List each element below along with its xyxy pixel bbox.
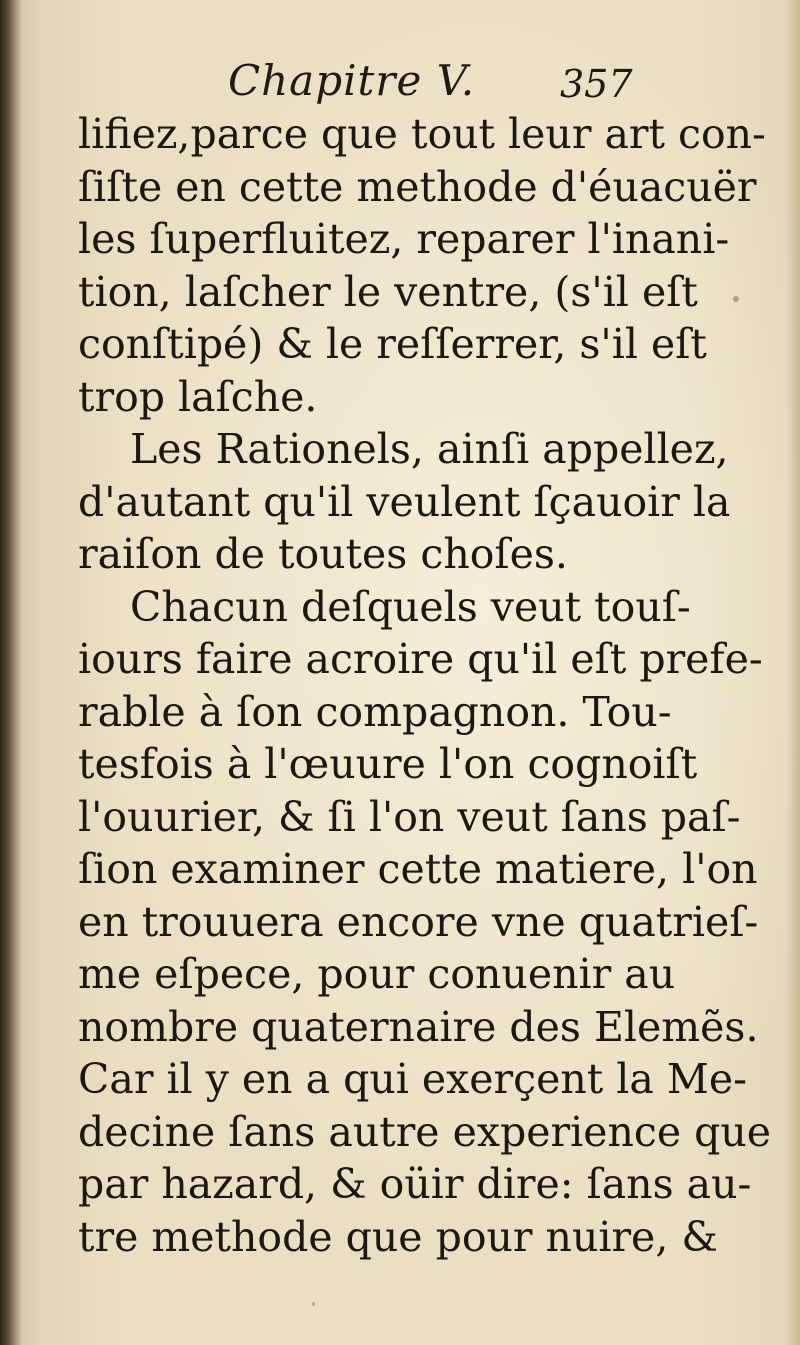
- page-number: 357: [560, 62, 633, 106]
- text-line: par hazard, & oüir dire: ſans au-: [78, 1160, 752, 1208]
- text-line: decine ſans autre experience que: [78, 1107, 772, 1156]
- body-text: [78, 108, 772, 1263]
- text-line: en trouuera encore vne quatrieſ-: [78, 897, 759, 946]
- text-line: ſion examiner cette matiere, l'on: [78, 845, 758, 893]
- page-header: [0, 48, 800, 108]
- text-line: Chacun deſquels veut touſ-: [130, 582, 691, 631]
- paper-speck: [733, 296, 739, 302]
- text-line: Les Rationels, ainſi appellez,: [130, 425, 729, 473]
- text-line: l'ouurier, & ſi l'on veut ſans paſ-: [78, 792, 741, 841]
- text-line: nombre quaternaire des Elemẽs.: [78, 1002, 759, 1051]
- text-line: les ſuperfluitez, reparer l'inani-: [78, 215, 730, 263]
- text-line: rable à ſon compagnon. Tou-: [78, 687, 672, 736]
- book-binding-shadow: [0, 0, 22, 1345]
- text-line: tre methode que pour nuire, &: [78, 1212, 718, 1261]
- text-line: tion, laſcher le ventre, (s'il eſt: [78, 267, 698, 316]
- page-edge: [786, 0, 800, 1345]
- text-line: d'autant qu'il veulent ſçauoir la: [78, 477, 731, 526]
- text-line: tesfois à l'œuure l'on cognoiſt: [78, 740, 698, 788]
- text-line: iours faire acroire qu'il eſt prefe-: [78, 635, 763, 683]
- paper-speck: [312, 1302, 315, 1306]
- text-line: ſiſte en cette methode d'éuacuër: [78, 162, 757, 211]
- text-line: me eſpece, pour conuenir au: [78, 950, 676, 998]
- text-line: raiſon de toutes choſes.: [78, 530, 568, 578]
- running-title: Chapitre V.: [228, 56, 476, 105]
- text-line: trop laſche.: [78, 372, 318, 421]
- text-line: Car il y en a qui exerçent la Me-: [78, 1055, 747, 1103]
- text-line: lifiez,parce que tout leur art con-: [78, 110, 766, 158]
- text-line: conſtipé) & le reſſerrer, s'il eſt: [78, 320, 707, 368]
